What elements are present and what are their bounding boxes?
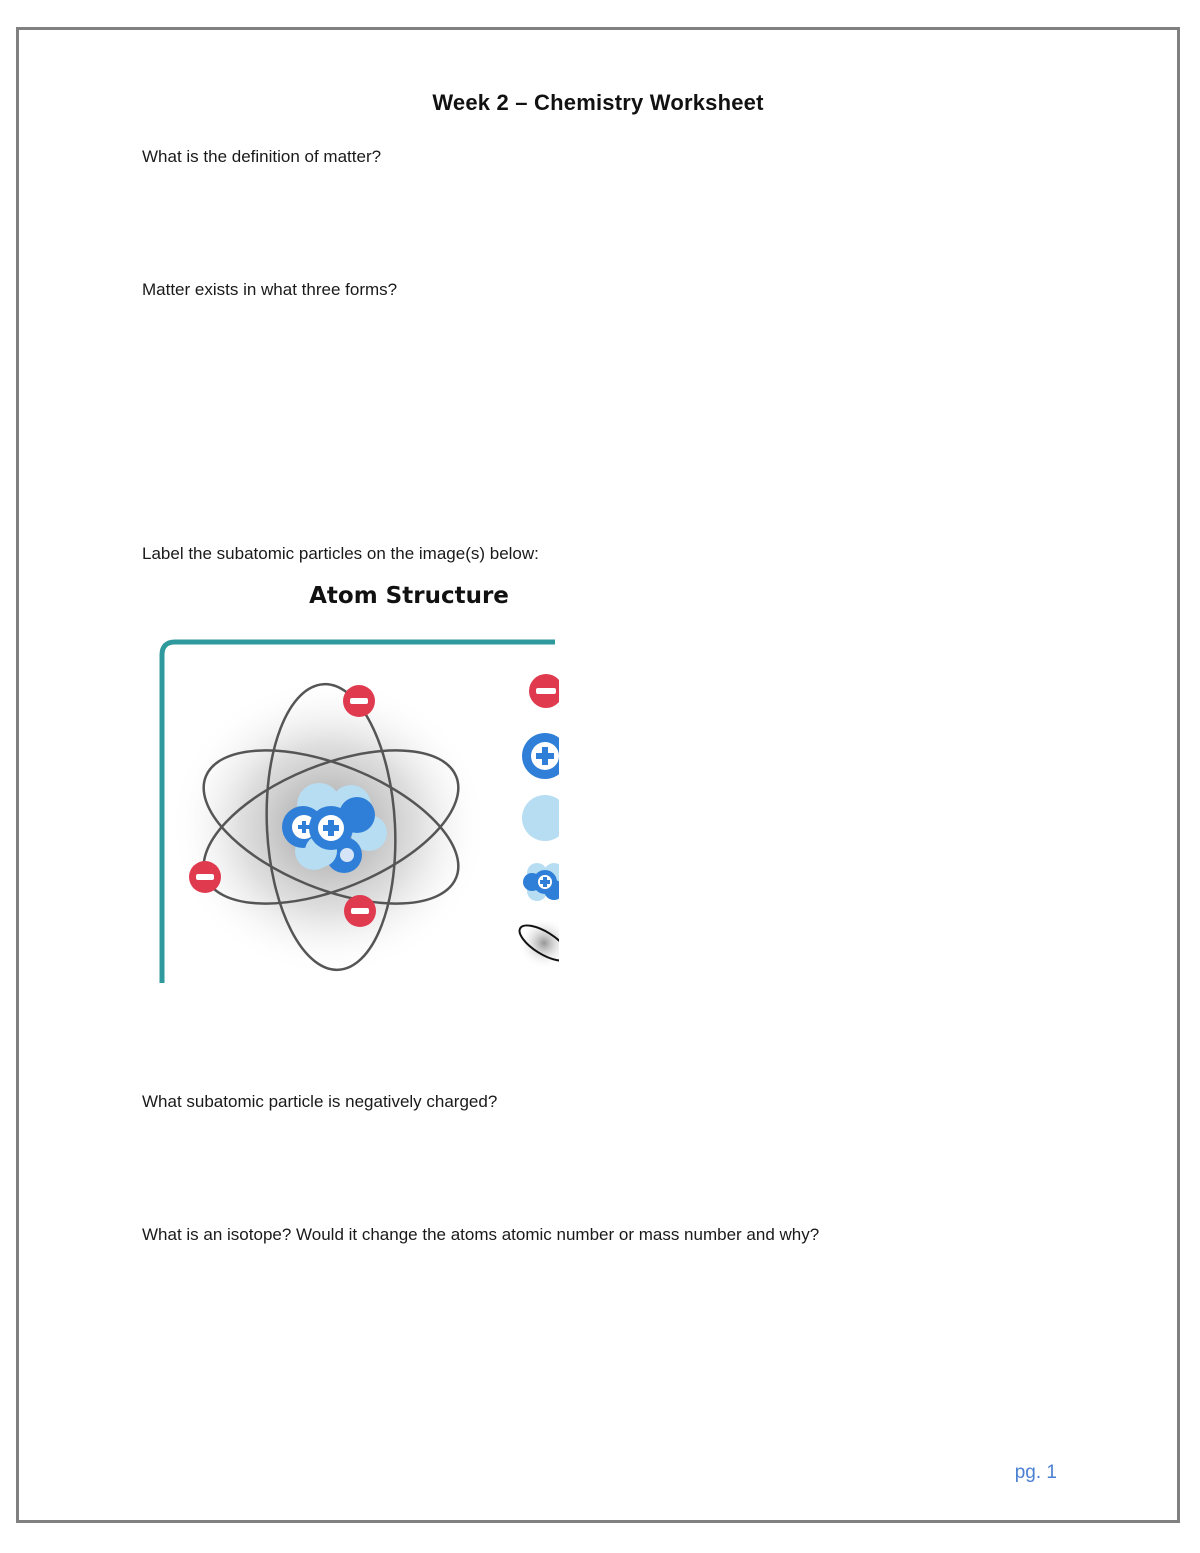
electron-top [343,685,375,717]
question-label-particles: Label the subatomic particles on the image(s) below: [142,544,539,563]
electron-left [189,861,221,893]
figure-title: Atom Structure [309,583,509,609]
page-number: pg. 1 [1014,1462,1057,1483]
page-title: Week 2 – Chemistry Worksheet [432,90,764,115]
question-negative-particle: What subatomic particle is negatively charged? [142,1092,498,1111]
question-matter-definition: What is the definition of matter? [142,147,382,166]
atom-structure-figure [139,583,559,983]
worksheet-page [16,27,1180,1523]
electron-bottom [344,895,376,927]
neutron-icon [522,795,559,841]
question-three-forms: Matter exists in what three forms? [142,280,398,299]
atom-diagram [139,583,559,983]
question-isotope: What is an isotope? Would it change the atoms atomic number or mass number and why? [142,1225,820,1244]
orbit-icon [514,917,559,969]
proton-icon [522,733,559,779]
electron-icon [529,674,559,708]
nucleus-small-icon [523,863,559,901]
